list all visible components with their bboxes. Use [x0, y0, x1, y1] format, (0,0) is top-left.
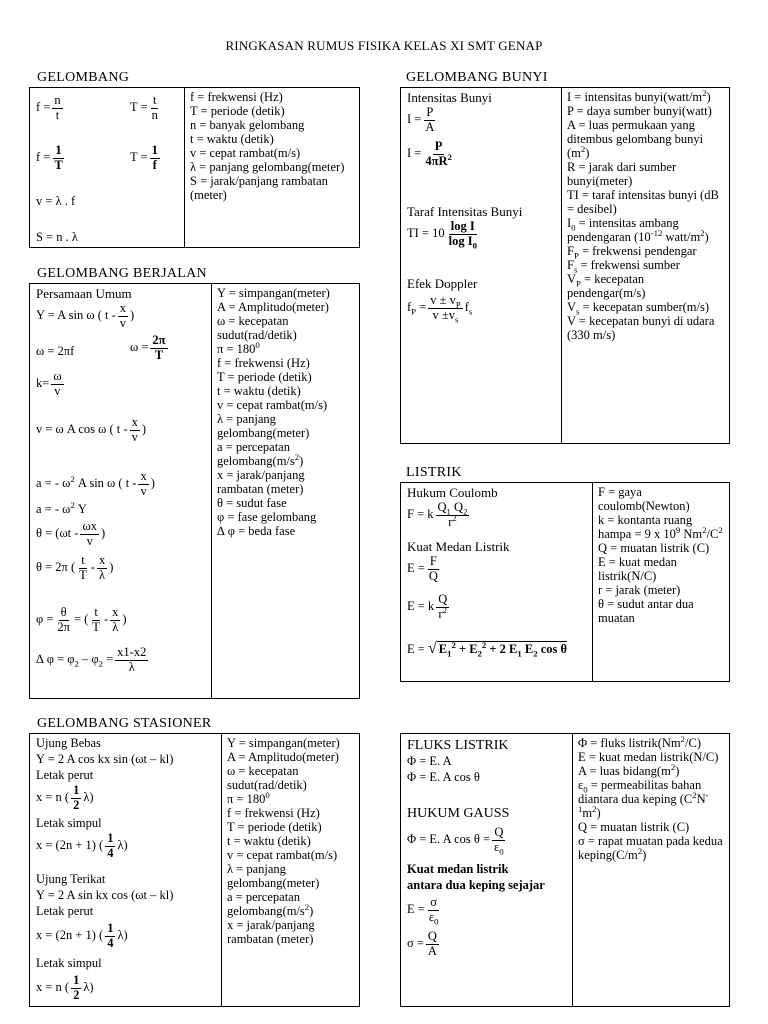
fluks-heading: FLUKS LISTRIK [407, 738, 509, 753]
berjalan-definitions [211, 284, 359, 698]
formula-omega-2pi-T: ω = $\frac{2\pi}{T}$ [130, 333, 166, 362]
formula-T-1-f: T = $\frac{1}{f}$ [130, 143, 158, 172]
sigma-icon: σ [578, 834, 585, 848]
formula-doppler: $f_P$ = $\frac{v \pm v_P}{v \pm v_s}$ $f_s$ [407, 293, 473, 325]
def-item: x = jarak/panjang rambatan (meter) [217, 468, 305, 496]
taraf-label: Taraf Intensitas Bunyi [407, 204, 523, 219]
stasioner-formulas [30, 734, 221, 1006]
def-item: ω = kecepatan sudut(rad/detik) [217, 314, 297, 342]
gelombang-formulas [30, 88, 184, 247]
section-title-gelombang: GELOMBANG [37, 70, 130, 85]
def-item: F = gaya coulomb(Newton) [598, 485, 690, 513]
coulomb-label: Hukum Coulomb [407, 485, 498, 500]
formula-E-sigma: E = $\frac{\sigma}{\varepsilon_0}$ [407, 895, 439, 927]
def-item: $I_0$ = intensitas ambang pendengaran ($10^{-12}$ watt/$m^2$) [567, 216, 709, 244]
fluks-definitions [572, 734, 729, 1006]
def-item: T = periode (detik) [190, 104, 285, 118]
bunyi-box [400, 87, 730, 444]
formula-y: Y = A sin ω ( t - $\frac{x}{v}$ ) [36, 301, 135, 330]
persamaan-umum-label: Persamaan Umum [36, 286, 132, 301]
formula-theta-2: θ = 2π ( $\frac{t}{T}$ - $\frac{x}{\lambda}$ ) [36, 553, 114, 582]
formula-a: a = - $\omega^2$ A sin ω ( t - $\frac{x}{v}$ ) [36, 469, 155, 498]
doppler-label: Efek Doppler [407, 276, 478, 291]
def-item: TI = taraf intensitas bunyi (dB = desibel) [567, 188, 719, 216]
epsilon-icon: ε [578, 778, 584, 792]
formula-E-F-Q: E = $\frac{F}{Q}$ [407, 554, 438, 583]
def-item: Φ = fluks listrik(Nm$^2$/C) [578, 734, 702, 750]
def-item: t = waktu (detik) [227, 834, 311, 848]
kuat-medan-label: Kuat Medan Listrik [407, 539, 510, 554]
formula-perut-bebas: x = n ( $\frac{1}{2}$ λ) [36, 783, 94, 812]
page-title: RINGKASAN RUMUS FISIKA KELAS XI SMT GENAP [225, 38, 543, 53]
def-item: Y = simpangan(meter) [227, 736, 340, 750]
def-item: E = kuat medan listrik(N/C) [598, 555, 677, 583]
def-item: A = Amplitudo(meter) [217, 300, 329, 314]
listrik-definitions [592, 483, 729, 681]
formula-I-P-4piR2: I = $\frac{P}{4\pi R^2}$ [407, 139, 452, 168]
stasioner-definitions [221, 734, 359, 1006]
formula-a-omega-y: a = - $\omega^2$ Y [36, 499, 87, 516]
def-item: t = waktu (detik) [190, 132, 274, 146]
def-item: $\pi = 180^0$ [217, 339, 260, 356]
gauss-heading: HUKUM GAUSS [407, 806, 510, 821]
formula-E-kQ-r2: E = k $\frac{Q}{r^2}$ [407, 592, 448, 621]
formula-v: v = λ . f [36, 194, 76, 208]
formula-simpul-terikat: x = n ( $\frac{1}{2}$ λ) [36, 973, 94, 1002]
formula-v-wave: v = ω A cos ω ( t - $\frac{x}{v}$ ) [36, 415, 146, 444]
def-item: λ = panjang gelombang(meter) [227, 862, 320, 890]
def-item: v = cepat rambat(m/s) [227, 848, 338, 862]
def-item: f = frekwensi (Hz) [217, 356, 310, 370]
def-item: A = luas $bidang(m^2)$ [578, 761, 680, 778]
def-item: T = periode (detik) [217, 370, 312, 384]
formula-simpul-bebas: x = (2n + 1) ( $\frac{1}{4}$ λ) [36, 831, 128, 860]
def-item: f = frekwensi (Hz) [227, 806, 320, 820]
def-item: $\varepsilon_0$ = permeabilitas bahan diantara dua keping $(C^2N^{-1}m^2)$ [578, 778, 709, 820]
section-title-listrik: LISTRIK [406, 465, 462, 480]
def-item: $F_s$ = frekwensi sumber [567, 258, 680, 275]
ujung-terikat-label: Ujung Terikat [36, 872, 106, 886]
letak-simpul-label-2: Letak simpul [36, 956, 102, 970]
formula-E-resultant: E = √ $E_1^2 + E_2^2 + 2$ $E_1$ $E_2$ cos θ [407, 639, 568, 659]
formula-gauss: Φ = E. A cos θ = $\frac{Q}{\varepsilon_0}$ [407, 825, 504, 857]
def-item: v = cepat rambat(m/s) [217, 398, 328, 412]
def-item: V = kecepatan bunyi di udara (330 m/s) [567, 314, 715, 342]
formula-phi-EA: Φ = E. A [407, 754, 452, 768]
def-item: x = jarak/panjang rambatan (meter) [227, 918, 315, 946]
formula-coulomb: F = k $\frac{Q_1 Q_2}{r^2}$ [407, 500, 468, 529]
def-item: Q = muatan listrik (C) [578, 820, 690, 834]
fluks-box [400, 733, 730, 1007]
def-item: n = banyak gelombang [190, 118, 305, 132]
def-item: I = intensitas $bunyi(watt/m^2)$ [567, 88, 711, 104]
def-item: $V_P$ = kecepatan pendengar(m/s) [567, 272, 646, 300]
def-item: a = percepatan $gelombang(m/s^2)$ [217, 440, 304, 468]
formula-TI: TI = 10 $\frac{\text{log I}}{\log I_0}$ [407, 219, 477, 251]
def-item: T = periode (detik) [227, 820, 322, 834]
letak-perut-label-1: Letak perut [36, 768, 94, 782]
gelombang-definitions [184, 88, 359, 247]
section-title-berjalan: GELOMBANG BERJALAN [37, 266, 207, 281]
def-item: $V_s$ = kecepatan sumber(m/s) [567, 300, 710, 317]
def-item: a = percepatan $gelombang(m/s^2)$ [227, 890, 314, 918]
listrik-box [400, 482, 730, 682]
def-item: A = Amplitudo(meter) [227, 750, 339, 764]
bold-label-1: Kuat medan listrik [407, 862, 509, 876]
def-item: E = kuat medan listrik(N/C) [578, 750, 719, 764]
def-item: r = jarak (meter) [598, 583, 681, 597]
def-item: φ = fase gelombang [217, 510, 317, 524]
stasioner-box [29, 733, 360, 1007]
def-item: A = luas permukaan yang ditembus gelombang bunyi $(m^2)$ [567, 118, 704, 160]
formula-y-terikat: Y = 2 A sin kx cos (ωt – kl) [36, 888, 174, 902]
section-title-stasioner: GELOMBANG STASIONER [37, 716, 212, 731]
formula-omega-2pif: ω = 2πf [36, 344, 75, 358]
formula-T-t-n: T = $\frac{t}{n}$ [130, 93, 158, 122]
def-item: $\pi = 180^0$ [227, 789, 270, 806]
formula-perut-terikat: x = (2n + 1) ( $\frac{1}{4}$ λ) [36, 921, 128, 950]
def-item: f = frekwensi (Hz) [190, 90, 283, 104]
def-item: θ = sudut fase [217, 496, 287, 510]
def-item: P = daya sumber bunyi(watt) [567, 104, 712, 118]
formula-I-P-A: I = $\frac{P}{A}$ [407, 105, 435, 134]
formula-y-bebas: Y = 2 A cos kx sin (ωt – kl) [36, 752, 174, 766]
def-item: Q = muatan listrik (C) [598, 541, 710, 555]
bunyi-formulas [401, 88, 561, 443]
listrik-formulas [401, 483, 592, 681]
bold-label-2: antara dua keping sejajar [407, 878, 545, 892]
ujung-bebas-label: Ujung Bebas [36, 736, 101, 750]
formula-s: S = n . λ [36, 230, 78, 244]
gelombang-box [29, 87, 360, 248]
formula-f-n-t: f = $\frac{n}{t}$ [36, 93, 61, 122]
formula-k: k= $\frac{\omega}{v}$ [36, 369, 62, 398]
def-item: θ = sudut antar dua muatan [598, 597, 694, 625]
def-item: S = jarak/panjang rambatan (meter) [190, 174, 328, 202]
formula-phi: φ = $\frac{\theta}{2\pi}$ = ( $\frac{t}{T}$ - $\frac{x}{\lambda}$ ) [36, 605, 127, 634]
formula-f-1-T: f = $\frac{1}{T}$ [36, 143, 63, 172]
def-item: λ = panjang gelombang(meter) [190, 160, 345, 174]
formula-delta-phi: ∆ $\varphi = \varphi_2 - \varphi_2$ = $\frac{x1-x2}{\lambda}$ [36, 645, 147, 674]
def-item: R = jarak dari sumber bunyi(meter) [567, 160, 677, 188]
def-item: t = waktu (detik) [217, 384, 301, 398]
fluks-formulas [401, 734, 572, 1006]
intensitas-label: Intensitas Bunyi [407, 90, 492, 105]
def-item: ω = kecepatan sudut(rad/detik) [227, 764, 307, 792]
def-item: k = kontanta ruang hampa = 9 x $10^9$ $Nm^2/C^2$ [598, 513, 723, 541]
def-item: σ = rapat muatan pada kedua $keping(C/m^2)$ [578, 834, 723, 862]
bunyi-definitions [561, 88, 729, 443]
section-title-bunyi: GELOMBANG BUNYI [406, 70, 548, 85]
berjalan-box [29, 283, 360, 699]
formula-theta-1: θ = (ωt - $\frac{\omega x}{v}$ ) [36, 519, 106, 548]
def-item: ∆ φ = beda fase [217, 524, 296, 538]
def-item: Y = simpangan(meter) [217, 286, 330, 300]
berjalan-formulas [30, 284, 211, 698]
def-item: λ = panjang gelombang(meter) [217, 412, 310, 440]
def-item: $F_P$ = frekwensi pendengar [567, 244, 697, 261]
def-item: v = cepat rambat(m/s) [190, 146, 301, 160]
letak-perut-label-2: Letak perut [36, 904, 94, 918]
letak-simpul-label-1: Letak simpul [36, 816, 102, 830]
formula-phi-EAcos: Φ = E. A cos θ [407, 770, 480, 784]
formula-sigma-QA: σ = $\frac{Q}{A}$ [407, 929, 437, 958]
